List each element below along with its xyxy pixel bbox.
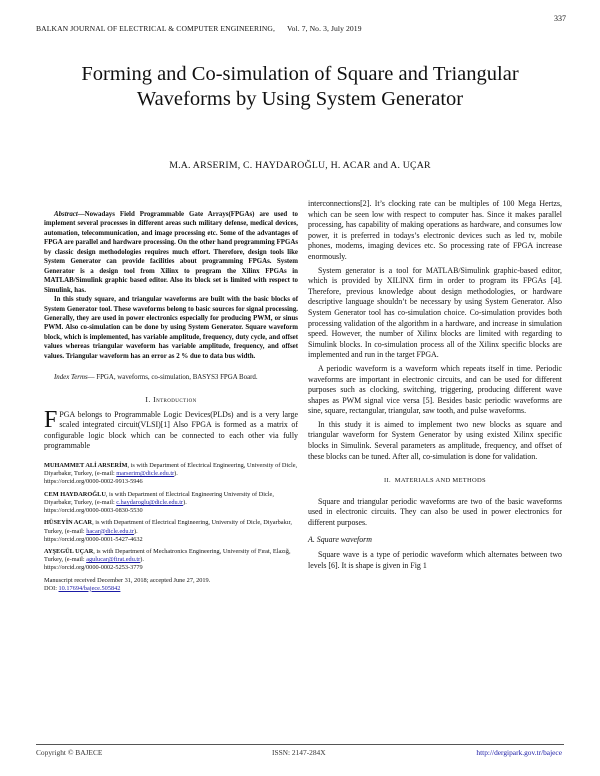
abstract-label: Abstract [54, 211, 78, 218]
section-title-text: MATERIALS AND METHODS [394, 477, 486, 485]
section-heading-introduction [44, 395, 298, 404]
affiliation-1 [44, 462, 298, 487]
affiliation-name: MUHAMMET ALİ ARSERİM [44, 462, 128, 470]
paragraph-interconnections: interconnections[2]. It’s clocking rate can be multiples of 100 Mega Hertzs, which can be seen low with respect to computer has. Since it makes parallel processing, has capability of making operations as hardware, and consumes low power, it is preferred in todays’s electronic devices such as led tv, mobile phones, modems, imaging devices etc. So processing rate of FPGA increase enormously. [308, 199, 562, 261]
paragraph-study-aim: In this study it is aimed to implement two new blocks as square and triangular waveform for System Generator by using existed Xilinx specific blocks in Simulink. Several parameters as amplitude, frequency, and offset of these blocks can be tuned. After all, co-simulation is done for validation. [308, 419, 562, 461]
paper-title: Forming and Co-simulation of Square and Triangular Waveforms by Using System Generator [81, 63, 519, 110]
orcid-link[interactable]: https://orcid.org/0000-0001-5427-4632 [44, 535, 143, 543]
abstract-paragraph-2: In this study square, and triangular waveforms are built with the basic blocks of System Generator tool. These waveforms belong to basic sources for signal processing. Generally, they are used in power electronics especially for producing PWM, or sinus PWM. Also co-simulation can be done by using System Generator. Square waveform block, which is implemented, has variable amplitude, frequency, duty cycle, and offset values whereas triangular waveform has variable amplitude, frequency, and offset values. Triangular waveform has an error as 2 % due to data bus width. [44, 296, 298, 360]
affiliation-text: , is with Department of Electrical Engineering, University of Dicle, Diyarbakır, Turkey, (e-mail: [44, 462, 298, 478]
abstract [44, 210, 298, 361]
doi-link[interactable]: 10.17694/bajece.505842 [58, 584, 121, 592]
right-body [308, 199, 562, 571]
orcid-link[interactable]: https://orcid.org/0000-0002-9913-5946 [44, 478, 143, 486]
affiliation-name: CEM HAYDAROĞLU [44, 490, 106, 498]
affiliation-close: ). [174, 470, 178, 478]
doi-label: DOI: [44, 584, 59, 592]
drop-cap: F [44, 406, 58, 433]
affiliation-2 [44, 491, 298, 516]
affiliation-text: , is with Department of Mechatronics Engineering, University of Fırat, Elazığ, Turkey, (e-mail: [44, 547, 291, 564]
author-email-link[interactable]: hacar@dicle.edu.tr [86, 527, 134, 535]
affiliation-text: , is with Department of Electrical Engineering University of Dicle, Diyarbakır, Turkey, (e-mail: [44, 490, 274, 506]
footer-copyright: Copyright © BAJECE [36, 748, 103, 757]
affiliation-close: ). [140, 556, 144, 564]
running-header [36, 24, 362, 33]
affiliation-text: , is with Department of Electrical Engineering, University of Dicle, Diyarbakır, Turkey, (e-mail: [44, 519, 292, 535]
received-text: Manuscript received December 31, 2018; accepted June 27, 2019. [44, 576, 211, 584]
orcid-link[interactable]: https://orcid.org/0000-0003-0830-5530 [44, 507, 143, 515]
affiliation-3 [44, 519, 298, 544]
author-email-link[interactable]: c.haydaroglu@dicle.edu.tr [116, 498, 184, 506]
author-email-link[interactable]: marserim@dicle.edu.tr [116, 470, 175, 478]
section-title-text: Introduction [153, 394, 197, 404]
manuscript-received [44, 577, 298, 593]
orcid-link[interactable]: https://orcid.org/0000-0002-5253-3779 [44, 564, 143, 572]
paragraph-periodic-waveform: A periodic waveform is a waveform which repeats itself in time. Periodic waveforms are important in electronic circuits, and can be used for different purposes such as clocking, switching, triggering, producing different wave shapes as PWM signal vice versa [5]. Besides basic periodic waveforms are sine, square, rectangular, triangular, saw tooth, and pulse waveforms. [308, 363, 562, 416]
footer-issn: ISSN: 2147-284X [272, 748, 326, 757]
affiliation-close: ). [133, 527, 138, 535]
page-number: 337 [554, 14, 566, 23]
introduction-body [44, 406, 298, 452]
index-terms-label: Index Terms [54, 374, 88, 382]
paragraph-square-triangular: Square and triangular periodic waveforms are two of the basic waveforms used in electronic circuits. They can also be used in power electronics for different purposes. [308, 496, 562, 528]
subsection-heading-square: A. Square waveform [308, 534, 372, 544]
index-terms-text: — FPGA, waveforms, co-simulation, BASYS3 FPGA Board. [87, 374, 258, 382]
author-email-link[interactable]: agulucar@firat.edu.tr [86, 556, 141, 564]
affiliation-4 [44, 548, 298, 573]
author-affiliations [44, 462, 298, 572]
affiliation-name: AYŞEGÜL UÇAR [44, 547, 94, 555]
footer-url-link[interactable]: http://dergipark.gov.tr/bajece [476, 748, 562, 757]
section-number: I. [145, 394, 151, 404]
footer-divider [36, 744, 564, 745]
abstract-paragraph-1: —Nowadays Field Programmable Gate Arrays(FPGAs) are used to implement several processes in different areas such military defense, medical devices, automation, telecommunication, and image processing etc. Some of the advantages of FPGA are parallel and hardware processing. On the other hand programming FPGAs by classic design methodologies requires much effort. Therefore, design tools like System Generator can provide facilities about programming FPGAs. System Generator is a design tool from Xilinx to program the Xilinx FPGAs in MATLAB/Simulink graphic based editor. Also its block set is limited with respect to Simulink, has. [44, 211, 298, 294]
affiliation-close: ). [183, 498, 187, 506]
paragraph-system-generator: System generator is a tool for MATLAB/Simulink graphic-based editor, which is provided by XILINX firm in order to program its FPGAs [4]. Therefore, previous knowledge about design methodologies, or hardware descriptive language shouldn’t be necessary by using System Generator. Also System Generator tool has co-simulation choice. Co-simulation provides both processing validation of the algorithm in a hardware, and increase in simulation speed. However, the number of Xilinx blocks are limited with regarding to Simulink blocks. In co-simulation process all of the Xilinx specific blocks are implemented and run in the target FPGA. [308, 265, 562, 360]
affiliation-name: HÜSEYİN ACAR [44, 519, 93, 527]
index-terms [44, 373, 298, 382]
left-column [44, 210, 298, 593]
journal-name: BALKAN JOURNAL OF ELECTRICAL & COMPUTER ENGINEERING, [36, 24, 275, 33]
introduction-paragraph: PGA belongs to Programmable Logic Devices(PLDs) and is a very large scaled integrated circuit(VLSI)[1] Also FPGA is formed as a matrix of configurable logic block which can be connected to each other via fully programmable [44, 409, 298, 451]
volume-info: Vol. 7, No. 3, July 2019 [286, 24, 362, 33]
paragraph-square-wave: Square wave is a type of periodic waveform which alternates between two levels [6]. It is shape is given in Fig 1 [308, 550, 562, 570]
section-number: II. [384, 477, 391, 485]
author-list: M.A. ARSERIM, C. HAYDAROĞLU, H. ACAR and A. UÇAR [169, 160, 431, 171]
section-heading-materials [308, 476, 562, 487]
right-column [308, 199, 562, 574]
